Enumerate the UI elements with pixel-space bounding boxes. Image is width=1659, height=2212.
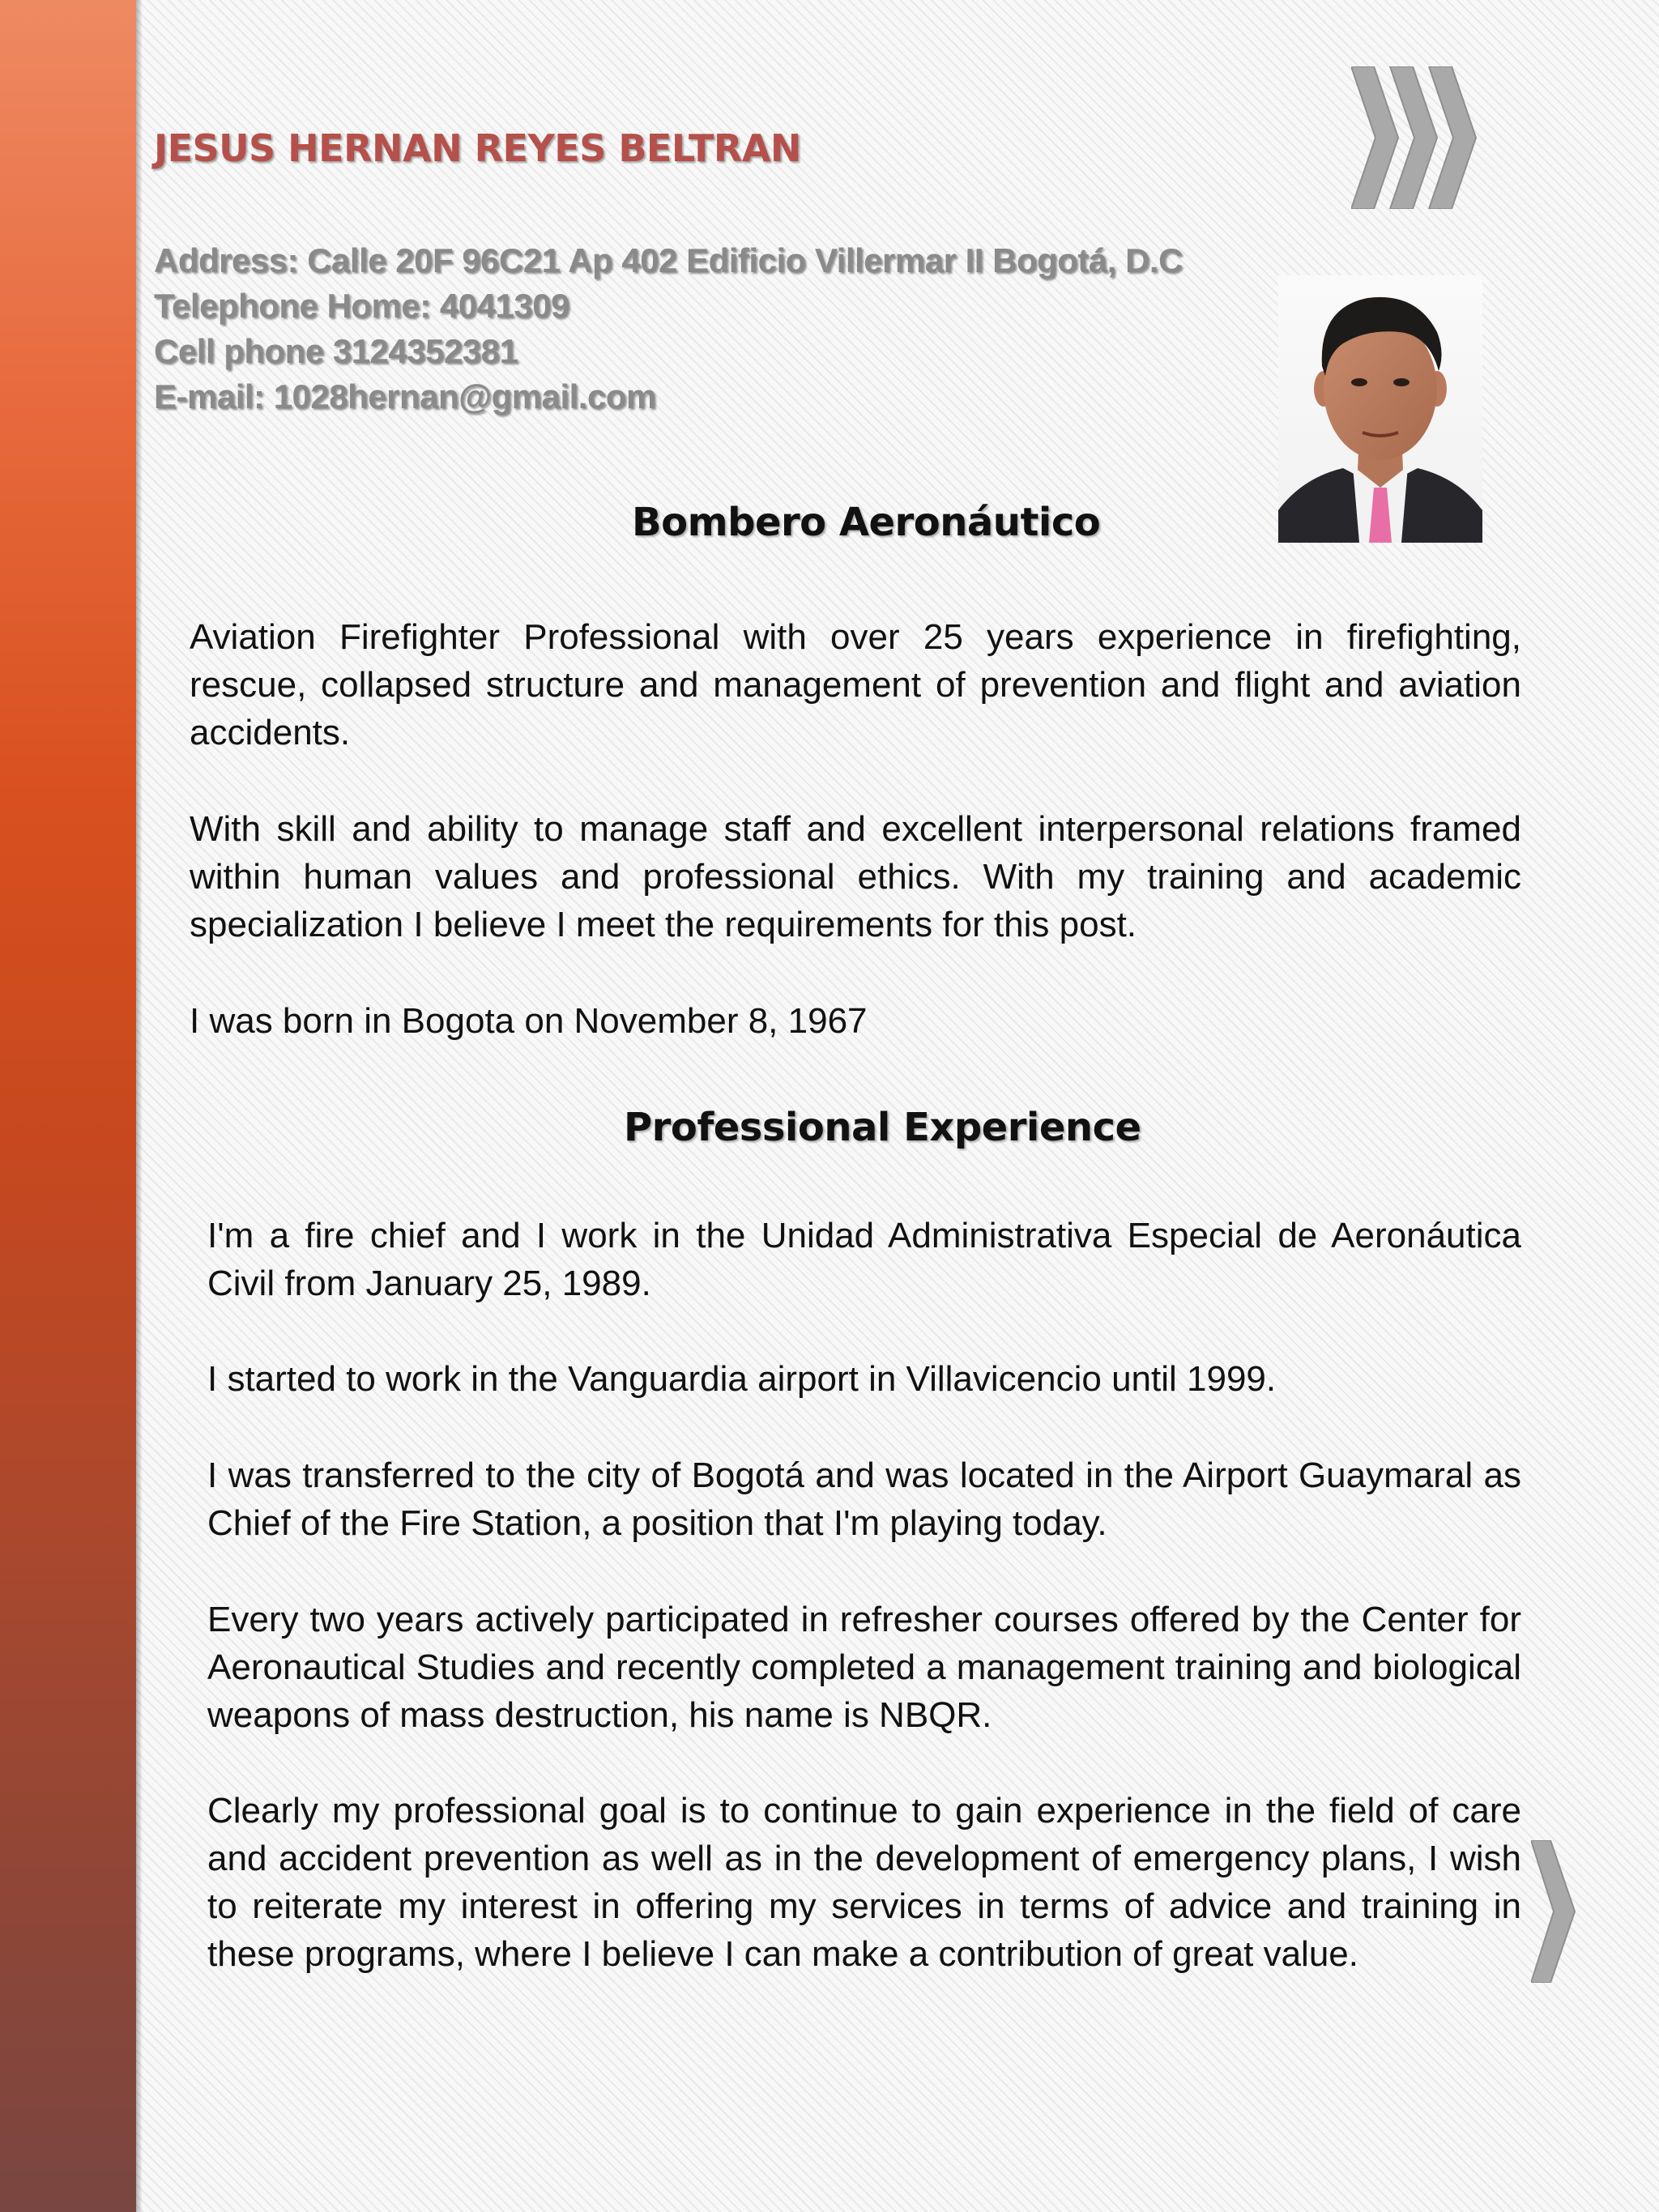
profile-paragraph: Aviation Firefighter Professional with over 25 years experience in firefighting, rescue, collapsed structure and management of prevention and flight and aviation accidents. (190, 617, 1521, 752)
experience-paragraph: Every two years actively participated in refresher courses offered by the Center for Aeronautical Studies and recently completed a management training and biological weapons of mass destruction, his name is NBQR. (207, 1600, 1521, 1735)
profile-heading: Bombero Aeronáutico (632, 500, 1101, 545)
birth-date-paragraph: I was born in Bogota on November 8, 1967 (190, 1001, 868, 1041)
triple-chevron-right-icon (1351, 66, 1481, 209)
experience-paragraph: I started to work in the Vanguardia airport in Villavicencio until 1999. (207, 1359, 1277, 1399)
experience-heading: Professional Experience (624, 1105, 1141, 1150)
address-line: Address: Calle 20F 96C21 Ap 402 Edificio Villermar II Bogotá, D.C (154, 241, 1183, 279)
profile-photo (1278, 275, 1482, 543)
portrait-image (1278, 275, 1482, 543)
decorative-side-band (0, 0, 136, 2212)
email-line: E-mail: 1028hernan@gmail.com (154, 377, 656, 416)
experience-paragraph: Clearly my professional goal is to continue to gain experience in the field of care and accident prevention as well as in the development of emergency plans, I wish to reiterate my interest in offering my services in terms of advice and training in these programs, where I believe I can make a contribution of great value. (207, 1791, 1521, 1974)
telephone-line: Telephone Home: 4041309 (154, 287, 569, 325)
experience-paragraph: I'm a fire chief and I work in the Unidad Administrativa Especial de Aeronáutica Civil from January 25, 1989. (207, 1216, 1521, 1303)
candidate-name: JESUS HERNAN REYES BELTRAN (154, 126, 801, 170)
contact-info (154, 238, 1183, 420)
cell-phone-line: Cell phone 3124352381 (154, 332, 518, 370)
chevron-right-icon (1531, 1840, 1576, 1983)
profile-paragraph: With skill and ability to manage staff and excellent interpersonal relations framed within human values and professional ethics. With my training and academic specialization I believe I meet the requirements for this post. (190, 809, 1521, 944)
experience-paragraph: I was transferred to the city of Bogotá and was located in the Airport Guaymaral as Chief of the Fire Station, a position that I'm playing today. (207, 1455, 1521, 1543)
